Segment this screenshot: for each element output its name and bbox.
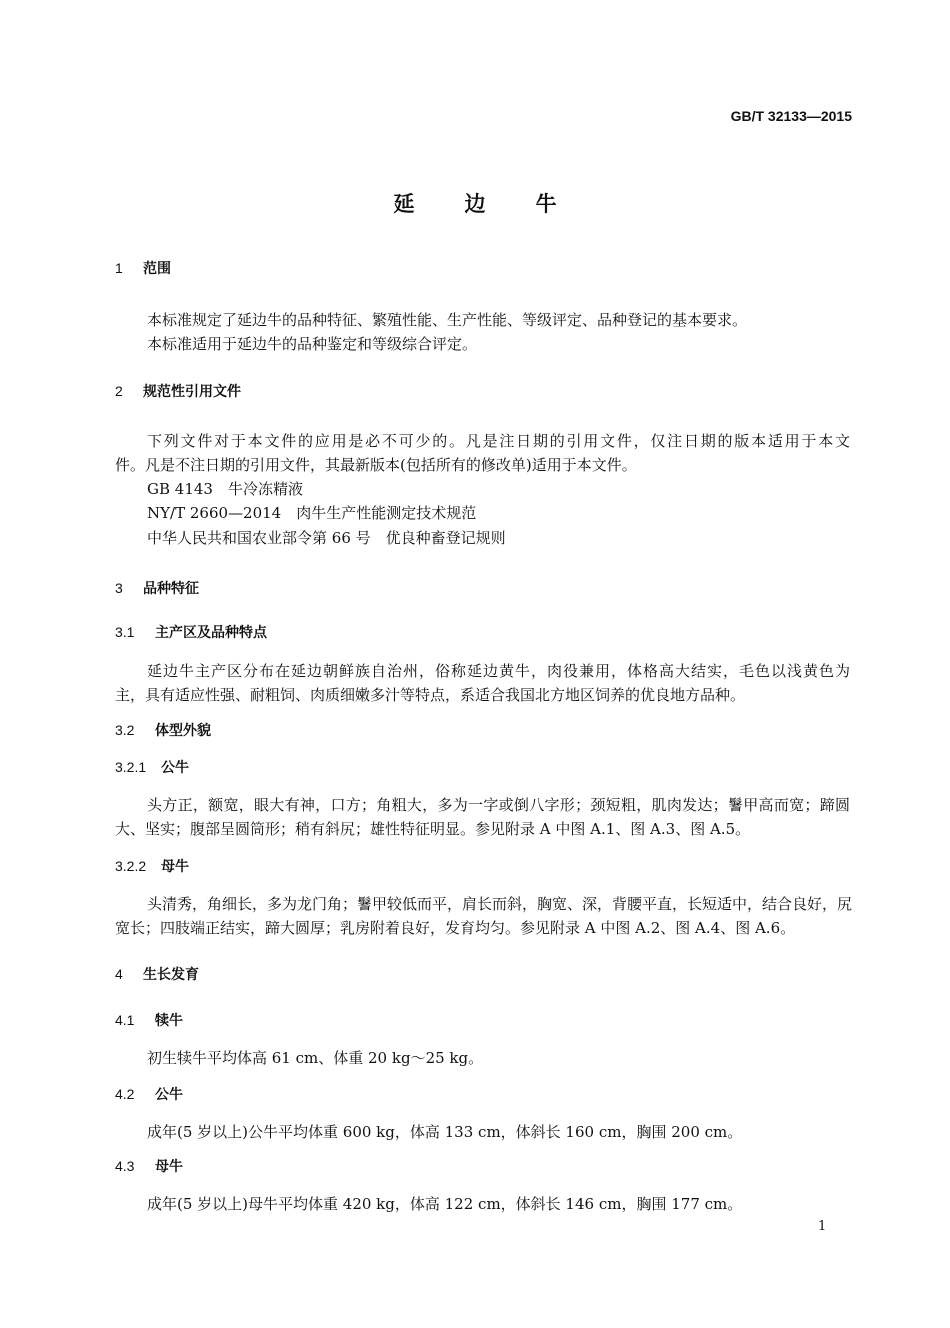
heading-1 (115, 259, 171, 278)
reference-name: 牛冷冻精液 (227, 480, 303, 498)
reference-code: GB 4143 (147, 480, 213, 498)
heading-number: 3.1 (115, 624, 135, 640)
page-number: 1 (818, 1219, 827, 1234)
heading-number: 4.1 (115, 1012, 135, 1028)
reference-name: 优良种畜登记规则 (385, 529, 506, 547)
paragraph-line: 成年(5 岁以上)公牛平均体重 600 kg，体高 133 cm，体斜长 160 cm，胸围 200 cm。 (147, 1123, 743, 1141)
heading-3-2 (115, 721, 211, 740)
paragraph-line: 头方正，额宽，眼大有神，口方；角粗大，多为一字或倒八字形；颈短粗，肌肉发达；鬐甲高而宽；蹄圆 (147, 796, 850, 814)
heading-number: 4 (115, 966, 123, 982)
heading-4-2 (115, 1085, 183, 1104)
heading-2 (115, 382, 241, 401)
reference-item (147, 529, 506, 547)
reference-code: NY/T 2660—2014 (147, 504, 282, 522)
heading-4-3 (115, 1157, 183, 1176)
heading-number: 1 (115, 260, 123, 276)
heading-title: 母牛 (161, 859, 189, 875)
reference-name: 肉牛生产性能测定技术规范 (296, 504, 477, 522)
heading-number: 2 (115, 383, 123, 399)
heading-number: 3.2 (115, 722, 135, 738)
reference-item (147, 480, 303, 498)
heading-number: 3 (115, 580, 123, 596)
paragraph-line: 本标准规定了延边牛的品种特征、繁殖性能、生产性能、等级评定、品种登记的基本要求。 (147, 311, 748, 329)
heading-number: 3.2.1 (115, 759, 147, 775)
heading-title: 规范性引用文件 (143, 384, 241, 400)
heading-title: 主产区及品种特点 (155, 625, 267, 641)
heading-title: 犊牛 (155, 1013, 183, 1029)
heading-title: 公牛 (155, 1087, 183, 1103)
heading-title: 生长发育 (143, 967, 199, 983)
heading-title: 公牛 (161, 760, 189, 776)
paragraph-line: 初生犊牛平均体高 61 cm、体重 20 kg～25 kg。 (147, 1049, 484, 1067)
heading-3-1 (115, 623, 267, 642)
paragraph-line: 主，具有适应性强、耐粗饲、肉质细嫩多汁等特点，系适合我国北方地区饲养的优良地方品种。 (115, 686, 746, 704)
heading-number: 4.2 (115, 1086, 135, 1102)
paragraph-line: 下列文件对于本文件的应用是必不可少的。凡是注日期的引用文件，仅注日期的版本适用于本文 (147, 432, 850, 450)
heading-3-2-1 (115, 758, 189, 777)
paragraph-line: 本标准适用于延边牛的品种鉴定和等级综合评定。 (147, 335, 478, 353)
heading-number: 3.2.2 (115, 858, 147, 874)
paragraph-line: 延边牛主产区分布在延边朝鲜族自治州，俗称延边黄牛，肉役兼用，体格高大结实，毛色以浅黄色为 (147, 662, 850, 680)
reference-code: 中华人民共和国农业部令第 66 号 (147, 529, 371, 547)
heading-title: 体型外貌 (155, 723, 211, 739)
paragraph-line: 件。凡是不注日期的引用文件，其最新版本(包括所有的修改单)适用于本文件。 (115, 456, 637, 474)
heading-3 (115, 579, 199, 598)
heading-4 (115, 965, 199, 984)
paragraph-line: 大、坚实；腹部呈圆筒形；稍有斜尻；雄性特征明显。参见附录 A 中图 A.1、图 A.3、图 A.5。 (115, 820, 751, 838)
heading-title: 品种特征 (143, 581, 199, 597)
paragraph-line: 成年(5 岁以上)母牛平均体重 420 kg，体高 122 cm，体斜长 146 cm，胸围 177 cm。 (147, 1195, 743, 1213)
heading-number: 4.3 (115, 1158, 135, 1174)
heading-title: 母牛 (155, 1159, 183, 1175)
document-title: 延边牛 (393, 192, 607, 216)
paragraph-line: 头清秀，角细长，多为龙门角；鬐甲较低而平，肩长而斜，胸宽、深，背腰平直，长短适中，结合良好，尻 (147, 895, 853, 913)
heading-3-2-2 (115, 857, 189, 876)
standard-number: GB/T 32133—2015 (730, 108, 852, 124)
paragraph-line: 宽长；四肢端正结实，蹄大圆厚；乳房附着良好，发育均匀。参见附录 A 中图 A.2、图 A.4、图 A.6。 (115, 919, 796, 937)
heading-title: 范围 (143, 261, 171, 277)
reference-item (147, 504, 476, 522)
heading-4-1 (115, 1011, 183, 1030)
